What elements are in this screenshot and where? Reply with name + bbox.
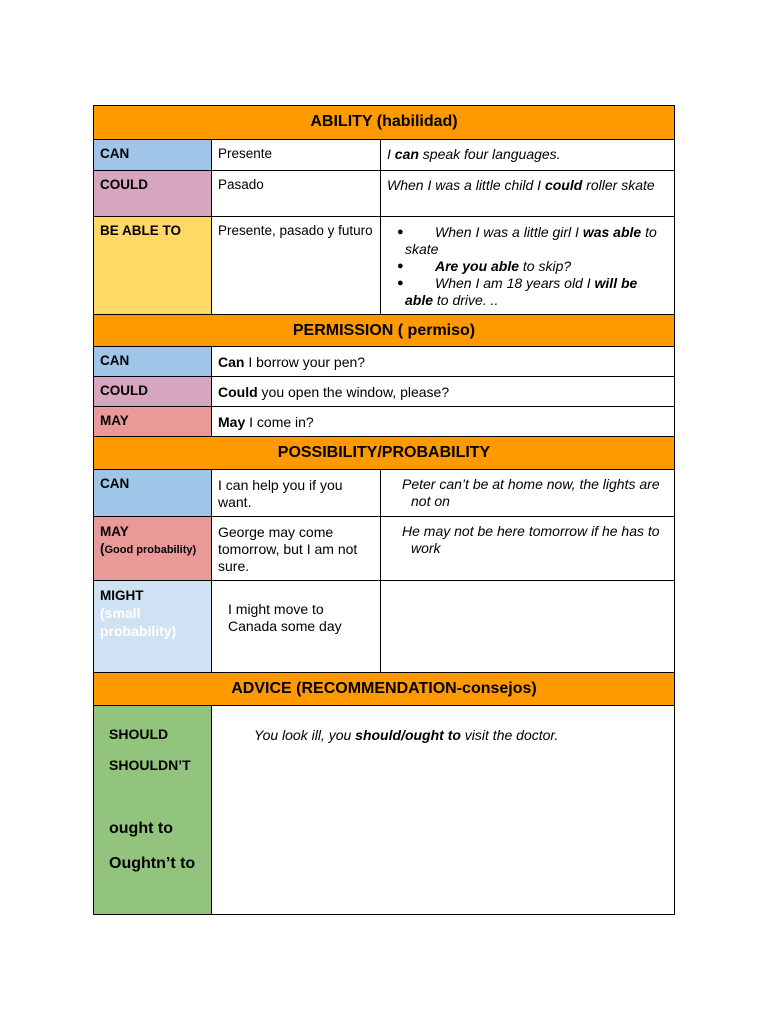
label-ought-to: ought to xyxy=(109,820,173,837)
bullet-icon: ● xyxy=(397,277,404,289)
example-cell: You look ill, you should/ought to visit the doctor. xyxy=(211,706,674,914)
example-cell: When I was a little child I could roller skate xyxy=(380,171,674,216)
table-row xyxy=(94,346,674,376)
row-label-can: CAN xyxy=(94,347,211,376)
example-list-cell xyxy=(380,217,674,314)
description-cell: I might move to Canada some day xyxy=(211,581,380,672)
table-row xyxy=(94,170,674,216)
table-row xyxy=(94,469,674,516)
modal-verbs-table xyxy=(93,105,675,915)
bullet-icon: ● xyxy=(397,226,404,238)
row-label-could: COULD xyxy=(94,171,211,216)
table-row xyxy=(94,139,674,170)
row-label-might: MIGHT (small probability) xyxy=(94,581,211,672)
bullet-icon: ● xyxy=(397,260,404,272)
description-cell: I can help you if you want. xyxy=(211,470,380,516)
tense-cell: Pasado xyxy=(211,171,380,216)
tense-cell: Presente, pasado y futuro xyxy=(211,217,380,314)
example-cell: He may not be here tomorrow if he has to work xyxy=(380,517,674,580)
example-cell: Peter can’t be at home now, the lights are not on xyxy=(380,470,674,516)
row-label-may: MAY xyxy=(94,407,211,436)
row-label-can: CAN xyxy=(94,140,211,170)
example-cell: Could you open the window, please? xyxy=(211,377,674,406)
row-label-could: COULD xyxy=(94,377,211,406)
table-row xyxy=(94,580,674,672)
table-row xyxy=(94,406,674,436)
section-header-permission: PERMISSION ( permiso) xyxy=(94,314,674,346)
row-label-may: MAY (Good probability) xyxy=(94,517,211,580)
row-label-can: CAN xyxy=(94,470,211,516)
list-item: ● Are you able to skip? xyxy=(397,258,572,274)
label-oughtnt-to: Oughtn’t to xyxy=(109,855,196,872)
row-label-be-able-to: BE ABLE TO xyxy=(94,217,211,314)
tense-cell: Presente xyxy=(211,140,380,170)
list-item: ● When I am 18 years old I will be able to drive. .. xyxy=(397,275,638,308)
label-should: SHOULD xyxy=(109,726,169,742)
table-row xyxy=(94,376,674,406)
table-row xyxy=(94,705,674,914)
example-cell xyxy=(380,581,674,672)
section-header-ability: ABILITY (habilidad) xyxy=(94,106,674,139)
label-shouldnt: SHOULDN’T xyxy=(109,757,191,773)
example-cell: Can I borrow your pen? xyxy=(211,347,674,376)
advice-labels-cell xyxy=(94,706,211,914)
list-item: ● When I was a little girl I was able to skate xyxy=(397,224,657,257)
table-row xyxy=(94,216,674,314)
description-cell: George may come tomorrow, but I am not sure. xyxy=(211,517,380,580)
example-cell: I can speak four languages. xyxy=(380,140,674,170)
table-row xyxy=(94,516,674,580)
section-header-possibility: POSSIBILITY/PROBABILITY xyxy=(94,436,674,469)
section-header-advice: ADVICE (RECOMMENDATION-consejos) xyxy=(94,672,674,705)
example-cell: May I come in? xyxy=(211,407,674,436)
